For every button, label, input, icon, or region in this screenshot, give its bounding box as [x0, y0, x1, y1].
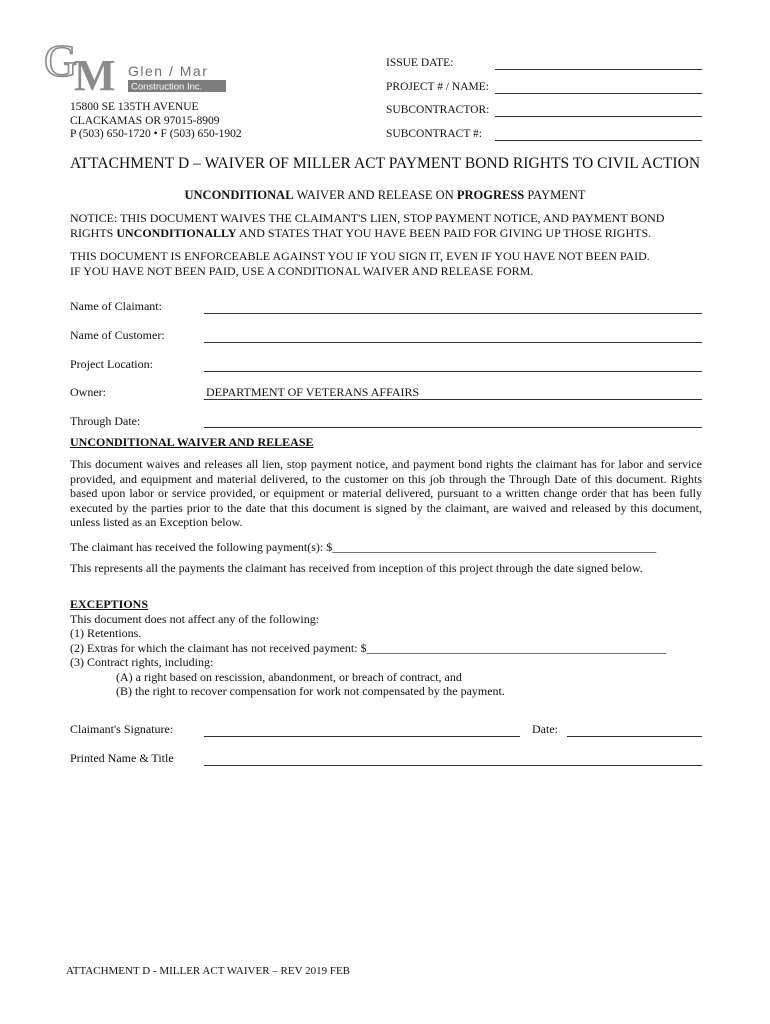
- signature-field[interactable]: [204, 736, 520, 737]
- page-footer: ATTACHMENT D - MILLER ACT WAIVER – REV 2019 FEB: [66, 965, 351, 977]
- address-line: CLACKAMAS OR 97015-8909: [70, 114, 220, 127]
- notice-block: [70, 211, 702, 240]
- subcontractor-label: SUBCONTRACTOR:: [386, 104, 490, 116]
- owner-label: Owner:: [70, 385, 106, 399]
- location-field[interactable]: [204, 371, 702, 372]
- printed-name-label: Printed Name & Title: [70, 751, 174, 765]
- printed-name-field[interactable]: [204, 765, 702, 766]
- exception-subitem: (A) a right based on rescission, abandonment, or breach of contract, and: [116, 669, 462, 684]
- release-body: This document waives and releases all lien, stop payment notice, and payment bond rights the claimant has for labor and service provided, and equipment and material delivered, to the customer on this job through the Through Date of this document. Rights based upon labor or service provided, or equipment or material delivered, pursuant to a written change order that has been fully executed by the parties prior to the date that this document is signed by the claimant, are waived and released by this document, unless listed as an Exception below.: [70, 457, 702, 529]
- through-date-label: Through Date:: [70, 414, 141, 428]
- logo-sub: Construction Inc.: [131, 81, 203, 93]
- exception-item-extras[interactable]: (2) Extras for which the claimant has not received payment: $__________________________________________________: [70, 640, 667, 655]
- notice-line: THIS DOCUMENT IS ENFORCEABLE AGAINST YOU IF YOU SIGN IT, EVEN IF YOU HAVE NOT BEEN PAID.: [70, 249, 650, 263]
- claimant-label: Name of Claimant:: [70, 299, 162, 313]
- location-label: Project Location:: [70, 357, 153, 371]
- logo-letter-g: G: [44, 35, 78, 86]
- exception-subitem: (B) the right to recover compensation for work not compensated by the payment.: [116, 684, 505, 698]
- logo-letter-m: M: [74, 51, 116, 96]
- exceptions-heading: EXCEPTIONS: [70, 597, 149, 611]
- issue-date-field[interactable]: [495, 69, 702, 70]
- notice-bold: UNCONDITIONALLY: [116, 225, 237, 240]
- subtitle-text: PAYMENT: [524, 188, 586, 202]
- issue-date-label: ISSUE DATE:: [386, 57, 454, 69]
- exceptions-intro: This document does not affect any of the following:: [70, 611, 320, 626]
- notice-line: IF YOU HAVE NOT BEEN PAID, USE A CONDITIONAL WAIVER AND RELEASE FORM.: [70, 263, 534, 278]
- subtitle-text: WAIVER AND RELEASE ON: [293, 188, 457, 202]
- notice-text: RIGHTS: [70, 225, 117, 240]
- document-subtitle: [0, 188, 770, 203]
- notice-text: AND STATES THAT YOU HAVE BEEN PAID FOR GIVING UP THOSE RIGHTS.: [236, 225, 652, 240]
- represents-text: This represents all the payments the claimant has received from inception of this project through the date signed below.: [70, 561, 643, 575]
- exceptions-block: [70, 597, 702, 699]
- exception-item: (1) Retentions.: [70, 626, 142, 640]
- claimant-field[interactable]: [204, 313, 702, 314]
- through-date-field[interactable]: [204, 427, 702, 428]
- address-line: P (503) 650-1720 • F (503) 650-1902: [70, 128, 242, 140]
- customer-label: Name of Customer:: [70, 328, 165, 342]
- date-label: Date:: [532, 722, 558, 736]
- project-field[interactable]: [495, 93, 702, 94]
- owner-field: [204, 399, 702, 400]
- notice-line: NOTICE: THIS DOCUMENT WAIVES THE CLAIMANT'S LIEN, STOP PAYMENT NOTICE, AND PAYMENT BOND: [70, 211, 665, 225]
- subcontractor-field[interactable]: [495, 116, 702, 117]
- glen-mar-logo-icon: [44, 34, 234, 96]
- subcontract-label: SUBCONTRACT #:: [386, 128, 482, 140]
- project-label: PROJECT # / NAME:: [386, 81, 489, 93]
- exception-item: (3) Contract rights, including:: [70, 655, 214, 669]
- company-address: [70, 101, 242, 142]
- subtitle-bold: PROGRESS: [456, 188, 525, 202]
- date-field[interactable]: [567, 736, 702, 737]
- customer-field[interactable]: [204, 342, 702, 343]
- owner-value[interactable]: DEPARTMENT OF VETERANS AFFAIRS: [206, 385, 420, 399]
- enforceable-block: [70, 249, 702, 278]
- document-title: ATTACHMENT D – WAIVER OF MILLER ACT PAYMENT BOND RIGHTS TO CIVIL ACTION: [70, 155, 701, 172]
- company-logo: [44, 34, 234, 96]
- signature-label: Claimant's Signature:: [70, 722, 174, 736]
- notice-line: [70, 226, 702, 241]
- address-line: 15800 SE 135TH AVENUE: [70, 101, 199, 113]
- release-heading: UNCONDITIONAL WAIVER AND RELEASE: [70, 435, 314, 449]
- subtitle-bold: UNCONDITIONAL: [184, 188, 294, 202]
- subcontract-field[interactable]: [495, 140, 702, 141]
- payment-line[interactable]: The claimant has received the following payment(s): $______________________________________________________: [70, 540, 657, 554]
- logo-name: Glen / Mar: [128, 63, 209, 79]
